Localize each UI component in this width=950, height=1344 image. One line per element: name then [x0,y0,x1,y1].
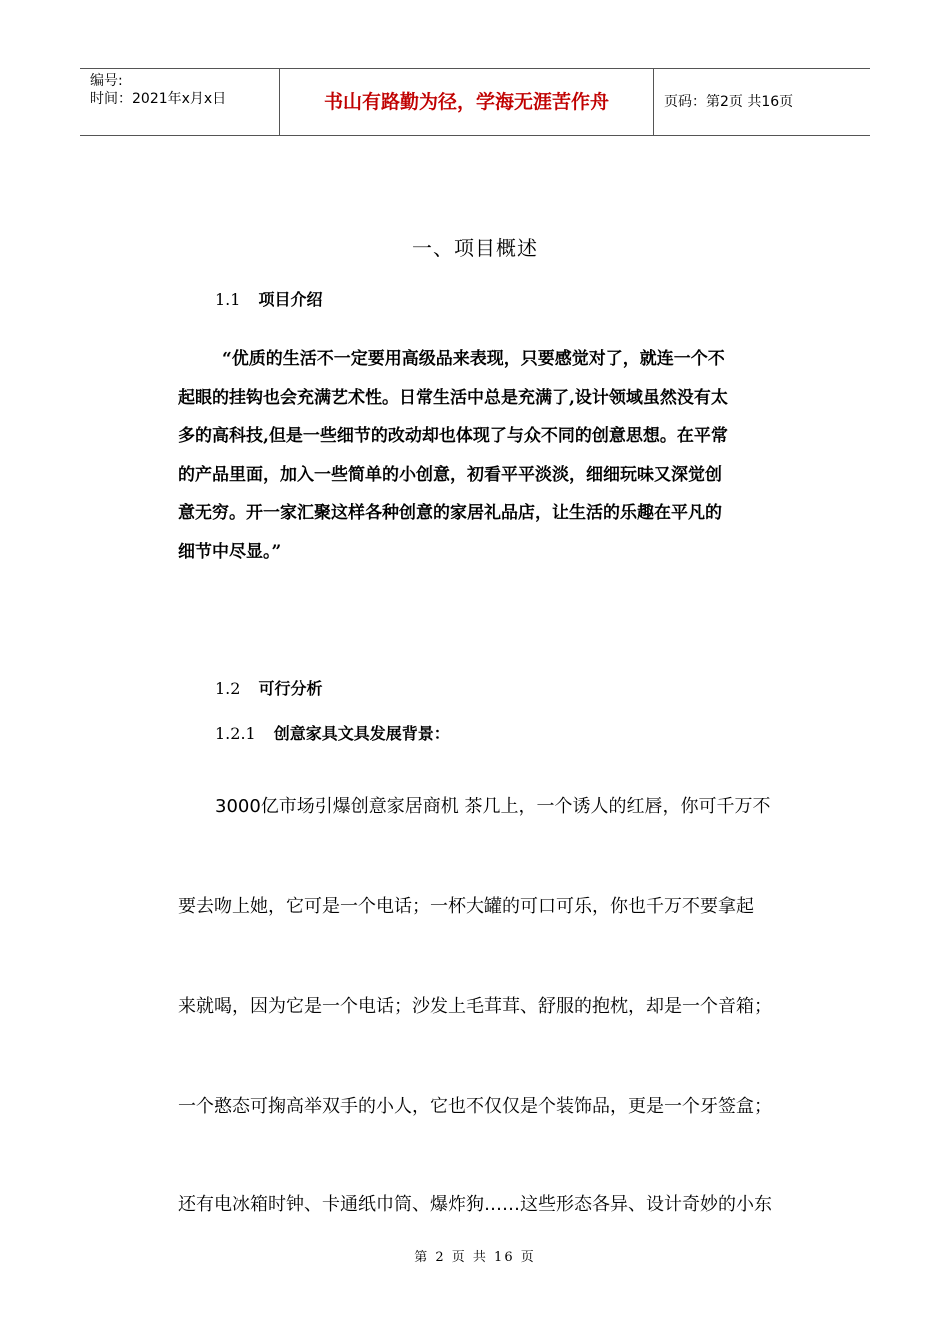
document-number-label: 编号: [90,73,123,89]
heading-feasibility [215,676,322,699]
heading-text: 项目介绍 [258,290,323,309]
heading-number: 1.1 [215,290,241,309]
paragraph-line: 多的高科技,但是一些细节的改动却也体现了与众不同的创意思想。在平常 [178,426,728,446]
intro-paragraph [178,340,808,571]
page-header [80,68,870,136]
paragraph-line: 意无穷。开一家汇聚这样各种创意的家居礼品店，让生活的乐趣在平凡的 [178,503,722,523]
body-line: 3000亿市场引爆创意家居商机 茶几上，一个诱人的红唇，你可千万不 [215,796,771,817]
paragraph-line: “优质的生活不一定要用高级品来表现，只要感觉对了，就连一个不 [222,349,725,369]
body-line: 一个憨态可掬高举双手的小人，它也不仅仅是个装饰品，更是一个牙签盒； [178,1096,772,1117]
heading-project-intro [215,287,322,310]
paragraph-line: 起眼的挂钩也会充满艺术性。日常生活中总是充满了,设计领域虽然没有太 [178,387,728,408]
body-line: 要去吻上她，它可是一个电话；一杯大罐的可口可乐，你也千万不要拿起 [178,896,754,917]
heading-number: 1.2 [215,679,241,698]
document-date: 时间：2021年x月x日 [90,91,227,107]
heading-background [215,721,450,744]
section-title: 一、项目概述 [412,236,538,260]
paragraph-line: 细节中尽显。” [178,541,282,562]
heading-number: 1.2.1 [215,724,256,743]
header-motto: 书山有路勤为径，学海无涯苦作舟 [280,69,654,135]
header-meta [80,69,280,135]
body-line: 还有电冰箱时钟、卡通纸巾筒、爆炸狗……这些形态各异、设计奇妙的小东 [178,1194,772,1215]
page-footer: 第 2 页 共 16 页 [414,1250,536,1265]
heading-text: 可行分析 [258,679,323,698]
heading-text: 创意家具文具发展背景： [273,724,450,743]
paragraph-line: 的产品里面，加入一些简单的小创意，初看平平淡淡，细细玩味又深觉创 [178,464,722,485]
header-page-info: 页码：第2页 共16页 [664,94,794,110]
body-line: 来就喝，因为它是一个电话；沙发上毛茸茸、舒服的抱枕，却是一个音箱； [178,996,772,1017]
